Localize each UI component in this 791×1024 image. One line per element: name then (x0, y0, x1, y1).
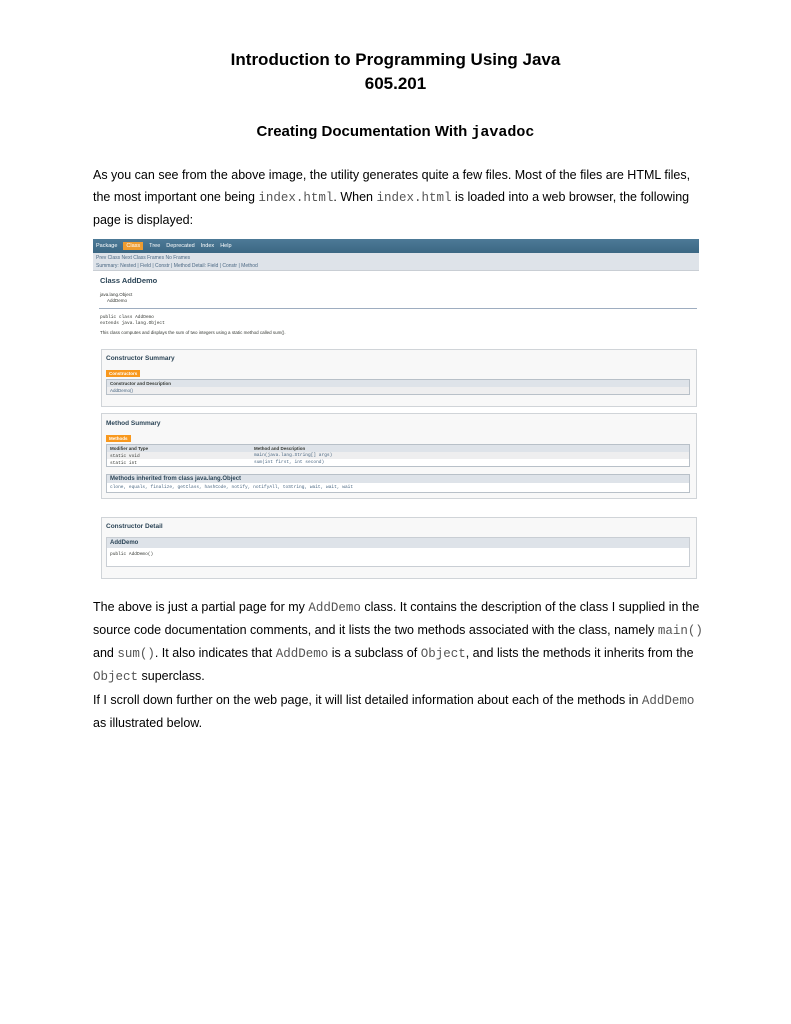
p1-code-2: index.html (376, 191, 452, 205)
method-type: static void (110, 454, 140, 459)
p2-code-4: AddDemo (275, 647, 329, 661)
p2-text-1: The above is just a partial page for my (93, 600, 309, 614)
p1-code-1: index.html (258, 191, 334, 205)
p3-code-1: AddDemo (641, 694, 695, 708)
method-link[interactable]: sum(int first, int second) (254, 460, 325, 465)
inherited-heading: Methods inherited from class java.lang.Object (107, 475, 689, 483)
javadoc-navbar (93, 239, 699, 253)
method-summary-heading: Method Summary (106, 420, 161, 427)
constructor-detail-name: AddDemo (107, 538, 689, 548)
nav-package[interactable]: Package (96, 243, 118, 249)
section-heading (0, 123, 791, 141)
subnav-summary-links[interactable]: Summary: Nested | Field | Constr | Method Detail: Field | Constr | Method (96, 263, 258, 269)
constructor-detail-heading: Constructor Detail (106, 523, 163, 530)
section-heading-code: javadoc (471, 124, 535, 141)
hierarchy-child: AddDemo (107, 298, 128, 303)
method-table (106, 444, 690, 467)
p2-code-2: main() (657, 624, 703, 638)
nav-index[interactable]: Index (200, 243, 215, 249)
p1-text-1: As you can see from the above image, the utility generates quite a few files. Most of the files are HTML files, the most important one being (93, 168, 691, 204)
constructor-detail (101, 517, 697, 579)
constructor-table (106, 379, 690, 395)
p2-text-7: superclass. (138, 669, 205, 683)
class-declaration: public class AddDemo (100, 315, 155, 320)
nav-tree[interactable]: Tree (149, 243, 161, 249)
scroll-paragraph (93, 689, 703, 734)
p2-text-3: and (93, 646, 118, 660)
nav-help[interactable]: Help (220, 243, 232, 249)
inherited-list[interactable]: clone, equals, finalize, getClass, hashCode, notify, notifyAll, toString, wait, wait, wait (110, 485, 354, 490)
p2-code-5: Object (420, 647, 466, 661)
p2-code-3: sum() (117, 647, 155, 661)
p2-text-5: is a subclass of (328, 646, 421, 660)
p2-code-1: AddDemo (308, 601, 361, 615)
section-heading-text: Creating Documentation With (256, 123, 472, 140)
p3-text-2: as illustrated below. (93, 716, 203, 730)
p2-code-6: Object (93, 670, 139, 684)
constructor-table-header: Constructor and Description (107, 380, 689, 387)
constructor-detail-signature: public AddDemo() (110, 552, 154, 557)
constructor-summary-heading: Constructor Summary (106, 355, 175, 362)
class-extends: extends java.lang.Object (100, 321, 165, 326)
p2-text-2: class. It contains the description of the class I supplied in the source code documentation comments, and it lists the two methods associated with the class, namely (93, 600, 700, 637)
javadoc-screenshot (93, 239, 699, 579)
intro-paragraph (93, 164, 703, 231)
p1-text-3: is loaded into a web browser, the following page is displayed: (93, 190, 690, 227)
methods-tab[interactable]: Methods (106, 435, 131, 442)
method-table-header (107, 445, 689, 452)
nav-class[interactable]: Class (123, 242, 143, 250)
p2-text-4: . It also indicates that (154, 646, 276, 660)
p3-text-1: If I scroll down further on the web page, it will list detailed information about each of the methods in (93, 693, 642, 707)
document-title: Introduction to Programming Using Java (230, 50, 561, 69)
method-summary (101, 413, 697, 499)
hierarchy-parent[interactable]: java.lang.Object (100, 292, 133, 297)
course-number: 605.201 (364, 74, 427, 93)
divider (99, 308, 697, 309)
javadoc-subnav (93, 253, 699, 271)
p1-text-2: . When (333, 190, 377, 204)
method-link[interactable]: main(java.lang.String[] args) (254, 453, 333, 458)
constructor-row[interactable]: AddDemo() (107, 387, 689, 394)
table-row (107, 452, 689, 459)
method-col-type: Modifier and Type (110, 446, 149, 451)
constructor-summary (101, 349, 697, 407)
nav-deprecated[interactable]: Deprecated (166, 243, 195, 249)
p2-text-6: , and lists the methods it inherits from the (465, 646, 694, 660)
table-row (107, 459, 689, 466)
method-col-name: Method and Description (254, 446, 306, 451)
constructor-detail-box (106, 537, 690, 567)
subnav-class-links[interactable]: Prev Class Next Class Frames No Frames (96, 255, 191, 261)
constructors-tab[interactable]: Constructors (106, 370, 140, 377)
method-type: static int (110, 461, 138, 466)
inherited-methods (106, 474, 690, 493)
class-title: Class AddDemo (100, 276, 158, 285)
class-description: This class computes and displays the sum of two integers using a static method called sum(). (100, 330, 286, 335)
explanation-paragraph (93, 596, 703, 688)
